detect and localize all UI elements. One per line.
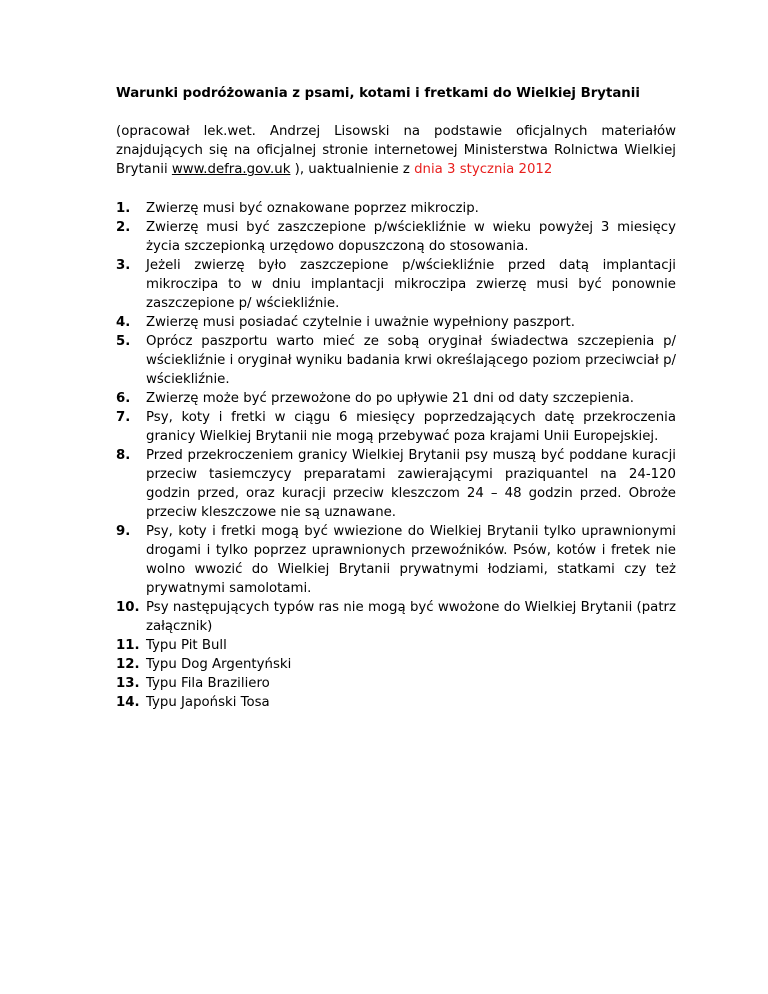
intro-paragraph bbox=[116, 122, 676, 179]
intro-text: (opracował lek.wet. Andrzej Lisowski na podstawie oficjalnych materiałów znajdujących się na oficjalnej stronie internetowej Ministerstwa Rolnictwa Wielkiej Brytanii bbox=[116, 124, 676, 177]
item-text: Zwierzę musi posiadać czytelnie i uważnie wypełniony paszport. bbox=[146, 315, 575, 330]
item-text: Przed przekroczeniem granicy Wielkiej Brytanii psy muszą być poddane kuracji przeciw tasiemczycy preparatami zawierającymi praziquantel na 24-120 godzin przed, oraz kuracji przeciw kleszczom 24 – 48 godzin przed. Obroże przeciw kleszczowe nie są uznawane. bbox=[146, 448, 676, 520]
item-number: 9. bbox=[116, 524, 131, 539]
item-number: 10. bbox=[116, 600, 140, 615]
list-item bbox=[116, 522, 676, 598]
list-item bbox=[116, 598, 676, 636]
item-number: 4. bbox=[116, 315, 131, 330]
document-page bbox=[116, 84, 676, 712]
item-number: 8. bbox=[116, 448, 131, 463]
rules-list bbox=[116, 199, 676, 712]
item-number: 14. bbox=[116, 695, 140, 710]
item-text: Jeżeli zwierzę było zaszczepione p/wściekliźnie przed datą implantacji mikroczipa to w dniu implantacji mikroczipa zwierzę musi być ponownie zaszczepione p/ wściekliźnie. bbox=[146, 258, 676, 311]
list-item bbox=[116, 256, 676, 313]
item-text: Zwierzę musi być oznakowane poprzez mikroczip. bbox=[146, 201, 479, 216]
item-text: Zwierzę musi być zaszczepione p/wściekliźnie w wieku powyżej 3 miesięcy życia szczepionką urzędowo dopuszczoną do stosowania. bbox=[146, 220, 676, 254]
list-item bbox=[116, 446, 676, 522]
item-text: Typu Pit Bull bbox=[146, 638, 227, 653]
item-number: 12. bbox=[116, 657, 140, 672]
list-item bbox=[116, 674, 676, 693]
item-number: 13. bbox=[116, 676, 140, 691]
list-item bbox=[116, 199, 676, 218]
list-item bbox=[116, 693, 676, 712]
item-number: 2. bbox=[116, 220, 131, 235]
list-item bbox=[116, 389, 676, 408]
item-text: Psy, koty i fretki mogą być wwiezione do Wielkiej Brytanii tylko uprawnionymi drogami i tylko poprzez uprawnionych przewoźników. Psów, kotów i fretek nie wolno wwozić do Wielkiej Brytanii prywatnymi łodziami, statkami czy też prywatnymi samolotami. bbox=[146, 524, 676, 596]
item-text: Psy, koty i fretki w ciągu 6 miesięcy poprzedzających datę przekroczenia granicy Wielkiej Brytanii nie mogą przebywać poza krajami Unii Europejskiej. bbox=[146, 410, 676, 444]
list-item bbox=[116, 332, 676, 389]
item-number: 6. bbox=[116, 391, 131, 406]
item-number: 7. bbox=[116, 410, 131, 425]
item-text: Typu Fila Braziliero bbox=[146, 676, 270, 691]
item-text: Zwierzę może być przewożone do po upływie 21 dni od daty szczepienia. bbox=[146, 391, 634, 406]
list-item bbox=[116, 636, 676, 655]
item-text: Typu Japoński Tosa bbox=[146, 695, 270, 710]
item-text: Psy następujących typów ras nie mogą być wwożone do Wielkiej Brytanii (patrz załącznik) bbox=[146, 600, 676, 634]
intro-text-after-link: ), uaktualnienie z bbox=[290, 162, 415, 177]
item-text: Oprócz paszportu warto mieć ze sobą oryginał świadectwa szczepienia p/ wściekliźnie i oryginał wyniku badania krwi określającego poziom przeciwciał p/ wściekliźnie. bbox=[146, 334, 676, 387]
document-title: Warunki podróżowania z psami, kotami i fretkami do Wielkiej Brytanii bbox=[116, 86, 640, 101]
defra-link[interactable]: www.defra.gov.uk bbox=[171, 162, 291, 177]
list-item bbox=[116, 218, 676, 256]
list-item bbox=[116, 408, 676, 446]
list-item bbox=[116, 655, 676, 674]
list-item bbox=[116, 313, 676, 332]
update-date: dnia 3 stycznia 2012 bbox=[414, 162, 553, 177]
item-number: 5. bbox=[116, 334, 131, 349]
item-number: 3. bbox=[116, 258, 131, 273]
item-number: 1. bbox=[116, 201, 131, 216]
item-number: 11. bbox=[116, 638, 140, 653]
item-text: Typu Dog Argentyński bbox=[146, 657, 292, 672]
